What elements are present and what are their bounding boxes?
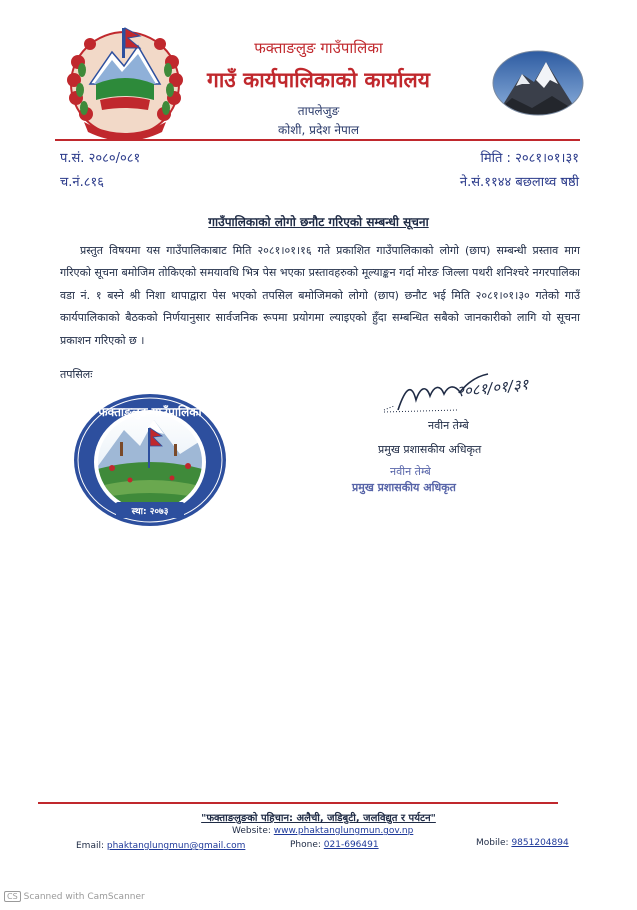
handwritten-date: २०८१/०१/३१ [455, 375, 530, 401]
logo-established-year: स्था: २०७३ [131, 507, 169, 517]
signatory-title: प्रमुख प्रशासकीय अधिकृत [378, 443, 482, 456]
letter-date: मिति : २०८१।०१।३१ [480, 151, 579, 166]
email-label: Email: [76, 841, 105, 851]
tapasil-label: तपसिलः [60, 368, 93, 381]
mobile-row [476, 838, 569, 848]
website-label: Website: [232, 826, 271, 836]
notice-subject: गाउँपालिकाको लोगो छनौट गरिएको सम्बन्धी सूचना [208, 215, 429, 229]
email-row [76, 841, 245, 851]
stamp-name: नवीन तेम्बे [390, 465, 431, 478]
notice-body-text: प्रस्तुत विषयमा यस गाउँपालिकाबाट मिति २०८१।०१।१६ गते प्रकाशित गाउँपालिकाको लोगो (छाप) सम्बन्धी प्रस्ताव माग गरिएको सूचना बमोजिम तोकिएको समयावधि भित्र पेस भएका प्रस्तावहरुको मूल्याङ्कन गर्दा मोरङ जिल्ला पथरी शनिश्चरे नगरपालिका वडा नं. १ बस्ने श्री निशा थापाद्वारा पेस भएको तपसिल बमोजिमको लोगो (छाप) छनौट भई मिति २०८१।०१।३० गतेको गाउँ कार्यपालिकाको बैठकको निर्णयानुसार सार्वजनिक रूपमा प्रयोगमा ल्याइएको हुँदा सम्बन्धित सबैको जानकारीको लागि यो सूचना प्रकाशन गरिएको छ । [60, 244, 580, 347]
phone-link[interactable]: 021-696491 [323, 840, 379, 850]
website-row [232, 826, 413, 836]
municipality-name: फक्ताङलुङ गाउँपालिका [254, 39, 383, 57]
website-link[interactable]: www.phaktanglungmun.gov.np [273, 826, 414, 836]
footer-divider [38, 802, 558, 804]
official-stamp [350, 462, 500, 506]
camscanner-icon: CS [4, 891, 21, 902]
nepal-sambat-date: ने.सं.११४४ बछलाथ्व षष्ठी [459, 175, 579, 190]
office-province: कोशी, प्रदेश नेपाल [277, 123, 360, 137]
email-link[interactable]: phaktanglungmun@gmail.com [106, 841, 246, 851]
dispatch-number: च.नं.८१६ [60, 175, 105, 190]
scanner-watermark [4, 891, 145, 902]
municipality-logo [70, 390, 230, 530]
scanner-text: Scanned with CamScanner [23, 892, 145, 902]
phone-label: Phone: [290, 840, 321, 850]
office-location: तापलेजुङ [297, 104, 340, 118]
stamp-title: प्रमुख प्रशासकीय अधिकृत [352, 481, 456, 494]
footer-slogan: "फक्ताङलुङको पहिचान: अलैची, जडिबुटी, जलविद्युत र पर्यटन" [201, 813, 436, 824]
office-name: गाउँ कार्यपालिकाको कार्यालय [207, 68, 430, 92]
logo-ring-text: फक्ताङलुङ गाउँपालिका [98, 405, 202, 419]
phone-row [290, 840, 379, 850]
notice-body [60, 240, 580, 352]
header-divider [55, 139, 580, 141]
signatory-name: नवीन तेम्बे [428, 419, 469, 432]
mobile-link[interactable]: 9851204894 [511, 838, 569, 848]
letter-number: प.सं. २०८०/०८१ [60, 151, 141, 166]
mobile-label: Mobile: [476, 838, 509, 848]
